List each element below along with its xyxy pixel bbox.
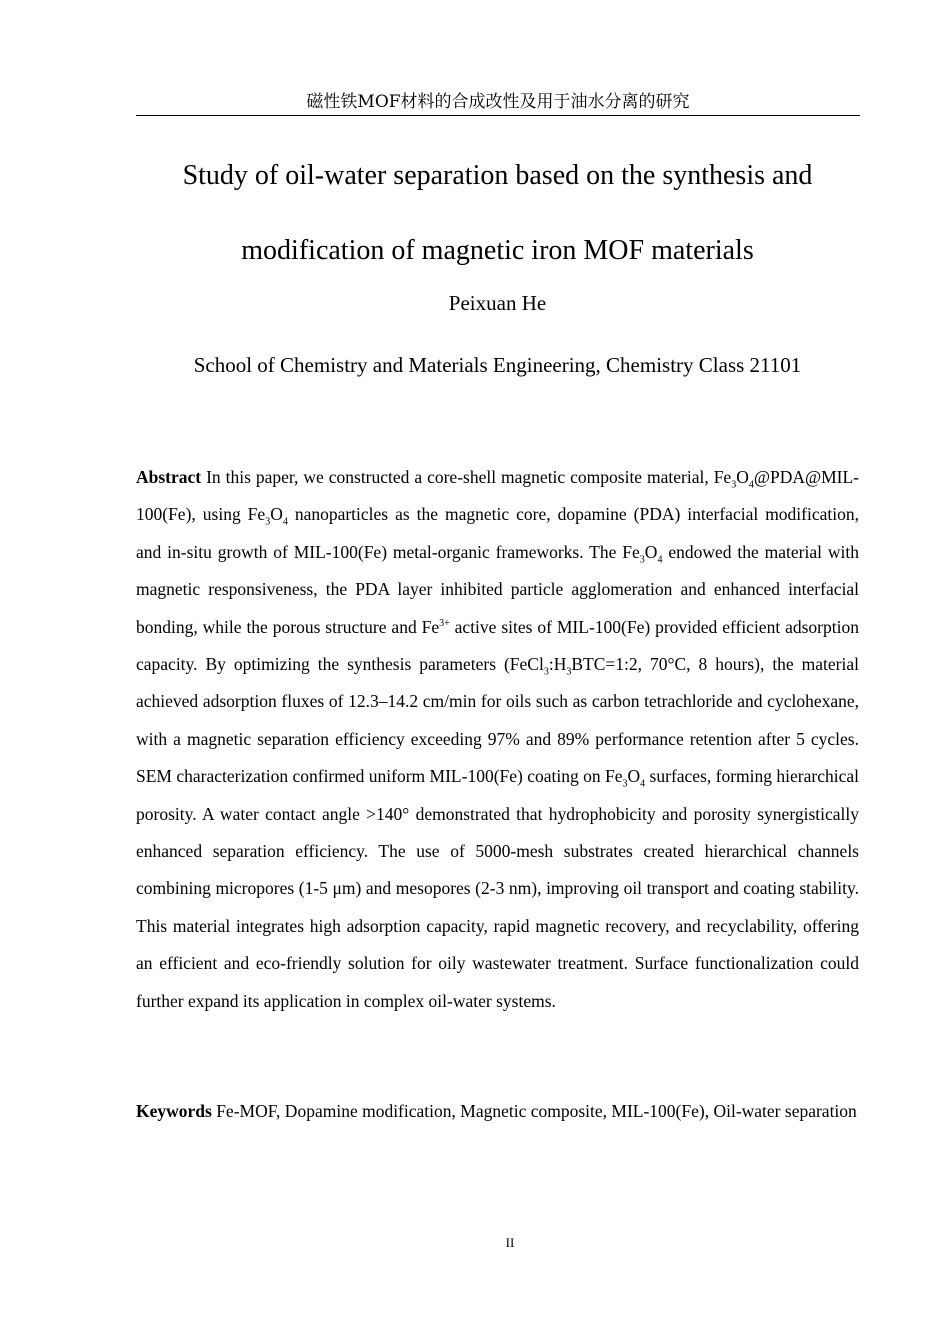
- abstract-text: surfaces, forming hierarchical porosity. A water contact angle >140° demonstrated that hydrophobicity and porosity synergistically enhanced separation efficiency. The use of 5000-mesh substrates created hierarchical channels combining micropores (1-5 μm) and mesopores (2-3 nm), improving oil transport and coating stability. This material integrates high adsorption capacity, rapid magnetic recovery, and recyclability, offering an efficient and eco-friendly solution for oily wastewater treatment. Surface functionalization could further expand its application in complex oil-water systems.: [136, 766, 859, 1011]
- abstract-text: endowed the material with magnetic responsiveness, the PDA layer inhibited particle agglomeration and enhanced interfacial bonding, while the porous structure and Fe: [136, 541, 859, 637]
- page-number: II: [505, 1235, 515, 1250]
- abstract-text: :H: [548, 654, 567, 675]
- abstract-text: In this paper, we constructed a core-shell magnetic composite material, Fe: [201, 467, 732, 487]
- subscript: 3: [731, 479, 737, 491]
- abstract-text: @PDA@MIL-100(Fe), using Fe: [136, 467, 859, 525]
- subscript: 4: [282, 516, 288, 528]
- subscript: 4: [640, 778, 646, 790]
- abstract-paragraph: [136, 459, 859, 1020]
- keywords-paragraph: [136, 1093, 859, 1130]
- subscript: 3: [622, 778, 628, 790]
- keywords-label: Keywords: [136, 1101, 212, 1121]
- keywords-text: Fe-MOF, Dopamine modification, Magnetic composite, MIL-100(Fe), Oil-water separation: [211, 1101, 857, 1121]
- subscript: 3: [566, 666, 572, 678]
- abstract-text: nanoparticles as the magnetic core, dopamine (PDA) interfacial modification, and in-situ growth of MIL-100(Fe) metal-organic frameworks. The Fe: [136, 504, 859, 562]
- title-line-1: Study of oil-water separation based on the synthesis and: [182, 160, 813, 191]
- author-affiliation: School of Chemistry and Materials Engineering, Chemistry Class 21101: [193, 353, 802, 377]
- abstract-text: BTC=1:2, 70°C, 8 hours), the material achieved adsorption fluxes of 12.3–14.2 cm/min for oils such as carbon tetrachloride and cyclohexane, with a magnetic separation efficiency exceeding 97% and 89% performance retention after 5 cycles. SEM characterization confirmed uniform MIL-100(Fe) coating on Fe: [136, 654, 860, 787]
- abstract-text: O: [736, 467, 749, 487]
- abstract-text: O: [644, 541, 658, 562]
- subscript: 4: [748, 479, 754, 491]
- subscript: 3: [265, 516, 271, 528]
- abstract-text: active sites of MIL-100(Fe) provided efficient adsorption capacity. By optimizing the synthesis parameters (FeCl: [136, 616, 859, 675]
- subscript: 4: [657, 554, 663, 566]
- abstract-label: Abstract: [136, 467, 202, 487]
- superscript: 3+: [439, 617, 450, 629]
- title-line-2: modification of magnetic iron MOF materials: [241, 235, 754, 266]
- abstract-text: O: [627, 766, 641, 787]
- running-header: 磁性铁MOF材料的合成改性及用于油水分离的研究: [136, 90, 860, 116]
- subscript: 3: [543, 666, 549, 678]
- paper-title: [100, 138, 895, 288]
- subscript: 3: [639, 554, 645, 566]
- author-name: Peixuan He: [448, 291, 547, 315]
- abstract-text: O: [270, 504, 283, 525]
